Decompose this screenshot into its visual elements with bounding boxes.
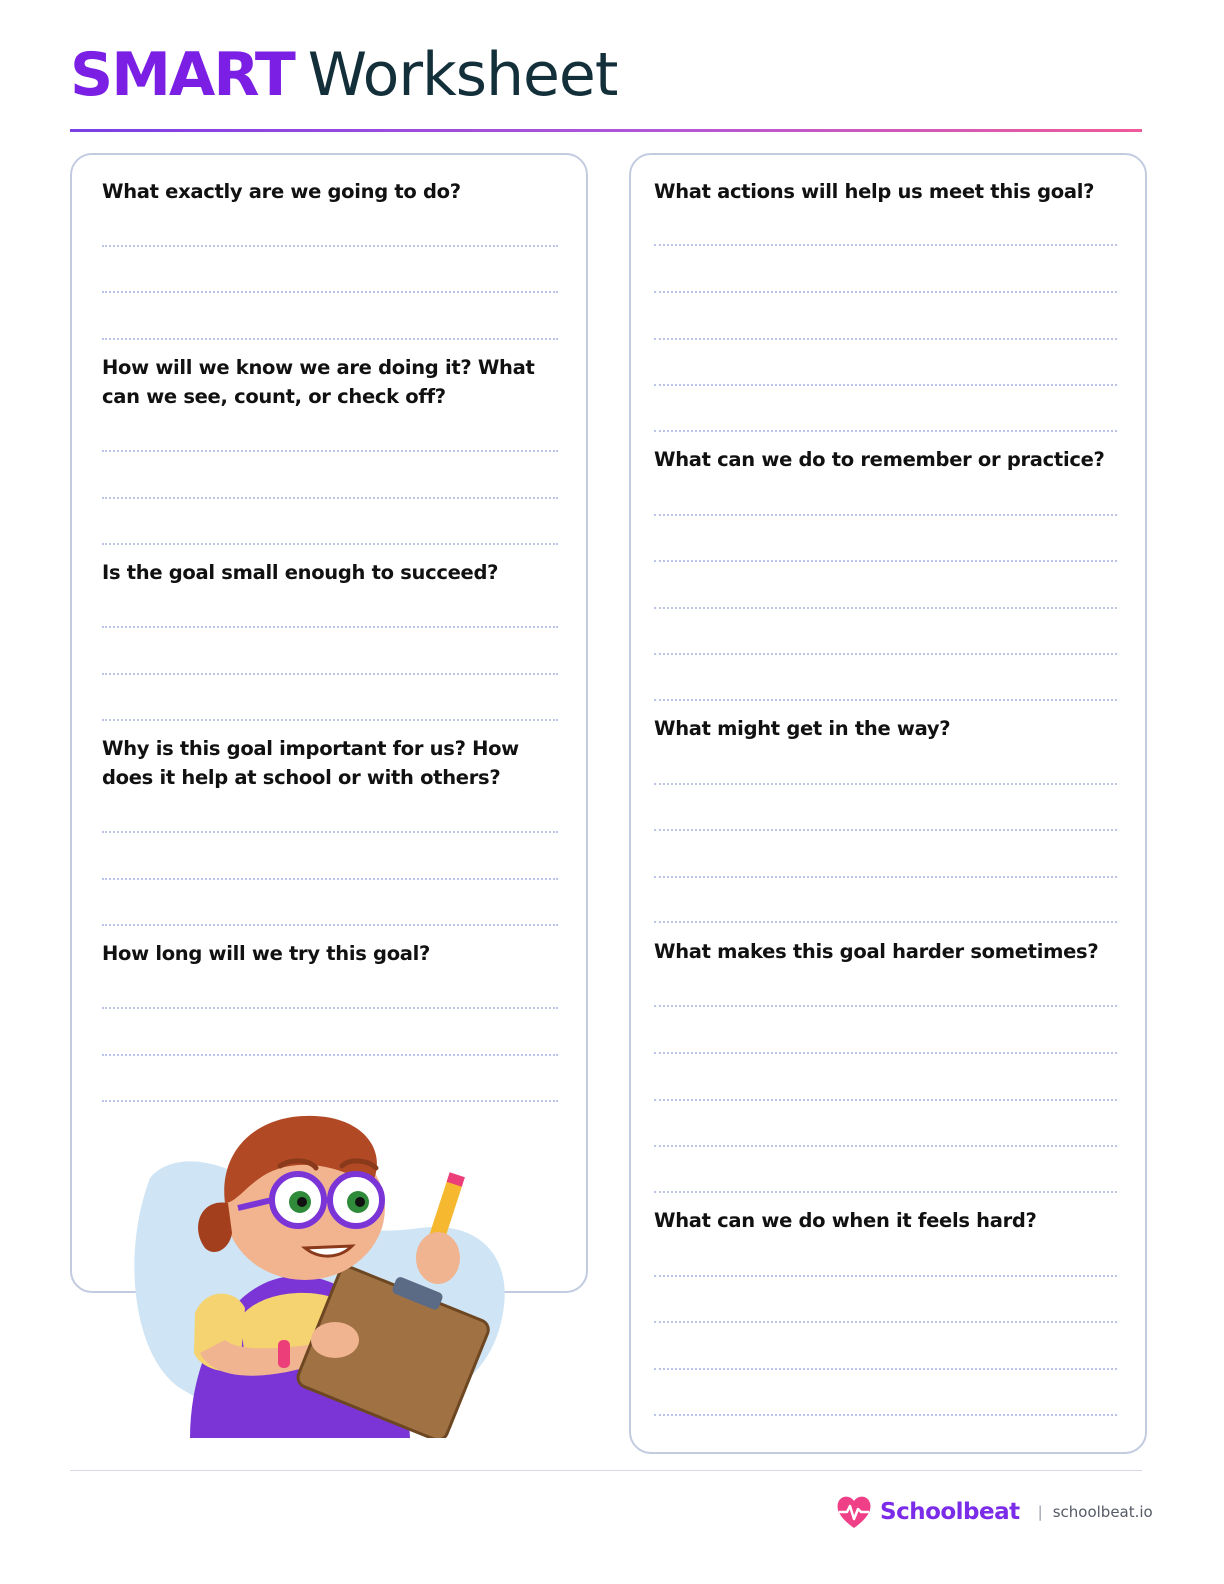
title-smart: SMART: [70, 40, 294, 110]
answer-line[interactable]: [102, 338, 558, 340]
answer-line[interactable]: [102, 1100, 558, 1102]
answer-line[interactable]: [654, 699, 1117, 701]
answer-line[interactable]: [654, 560, 1117, 562]
answer-line[interactable]: [102, 1007, 558, 1009]
answer-line[interactable]: [654, 876, 1117, 878]
page-title: [70, 40, 617, 120]
answer-line[interactable]: [654, 921, 1117, 923]
website-link[interactable]: schoolbeat.io: [1052, 1503, 1153, 1521]
question-relevant-line2: does it help at school or with others?: [102, 766, 501, 789]
answer-line[interactable]: [654, 1145, 1117, 1147]
heart-pulse-logo-icon: [834, 1492, 874, 1532]
answer-line[interactable]: [654, 430, 1117, 432]
brand-name: Schoolbeat: [880, 1499, 1020, 1525]
right-question-panel: [629, 153, 1147, 1454]
answer-line[interactable]: [654, 1099, 1117, 1101]
answer-line[interactable]: [654, 1368, 1117, 1370]
answer-line[interactable]: [102, 719, 558, 721]
question-relevant-line1: Why is this goal important for us? How: [102, 737, 519, 760]
answer-line[interactable]: [102, 450, 558, 452]
answer-line[interactable]: [654, 244, 1117, 246]
answer-line[interactable]: [102, 878, 558, 880]
answer-line[interactable]: [654, 653, 1117, 655]
question-time-bound: How long will we try this goal?: [102, 942, 431, 965]
answer-line[interactable]: [102, 673, 558, 675]
answer-line[interactable]: [102, 626, 558, 628]
footer-brand: [834, 1490, 1153, 1534]
answer-line[interactable]: [654, 1275, 1117, 1277]
question-measurable-line1: How will we know we are doing it? What: [102, 356, 535, 379]
girl-with-clipboard-illustration: [120, 1108, 510, 1438]
answer-line[interactable]: [102, 543, 558, 545]
answer-line[interactable]: [654, 514, 1117, 516]
question-achievable: Is the goal small enough to succeed?: [102, 561, 499, 584]
title-worksheet: Worksheet: [307, 40, 618, 110]
answer-line[interactable]: [654, 829, 1117, 831]
answer-line[interactable]: [102, 245, 558, 247]
question-feels-hard: What can we do when it feels hard?: [654, 1209, 1037, 1232]
answer-line[interactable]: [102, 924, 558, 926]
answer-line[interactable]: [102, 831, 558, 833]
question-remember: What can we do to remember or practice?: [654, 448, 1105, 471]
answer-line[interactable]: [654, 338, 1117, 340]
answer-line[interactable]: [654, 1052, 1117, 1054]
answer-line[interactable]: [102, 497, 558, 499]
brand-separator: |: [1037, 1503, 1043, 1521]
answer-line[interactable]: [654, 1005, 1117, 1007]
question-obstacles: What might get in the way?: [654, 717, 951, 740]
answer-line[interactable]: [102, 1054, 558, 1056]
answer-line[interactable]: [654, 291, 1117, 293]
answer-line[interactable]: [654, 607, 1117, 609]
question-measurable-line2: can we see, count, or check off?: [102, 385, 446, 408]
question-actions: What actions will help us meet this goal?: [654, 180, 1095, 203]
question-harder: What makes this goal harder sometimes?: [654, 940, 1099, 963]
answer-line[interactable]: [654, 1191, 1117, 1193]
title-divider: [70, 129, 1142, 132]
question-specific: What exactly are we going to do?: [102, 180, 461, 203]
answer-line[interactable]: [654, 1321, 1117, 1323]
answer-line[interactable]: [654, 1414, 1117, 1416]
answer-line[interactable]: [102, 291, 558, 293]
answer-line[interactable]: [654, 783, 1117, 785]
answer-line[interactable]: [654, 384, 1117, 386]
footer-divider: [70, 1470, 1142, 1471]
